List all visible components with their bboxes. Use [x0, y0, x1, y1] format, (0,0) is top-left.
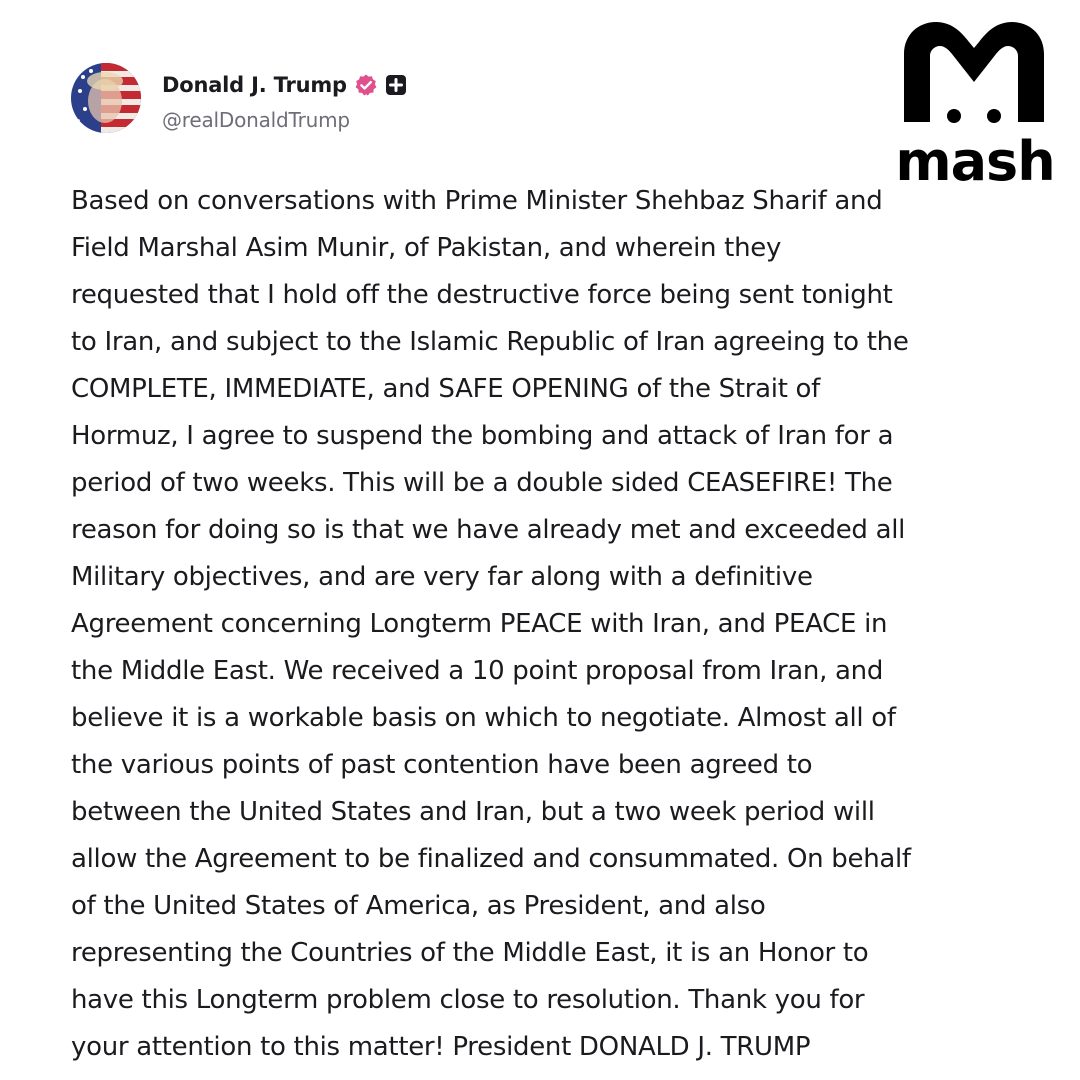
plus-badge-icon — [385, 74, 407, 96]
avatar[interactable] — [71, 63, 141, 133]
author-display-name[interactable]: Donald J. Trump — [162, 73, 347, 97]
post-text-line: Hormuz, I agree to suspend the bombing and attack of Iran for a — [71, 421, 894, 451]
mash-m-logo-icon — [892, 12, 1062, 192]
post-text-line: of the United States of America, as President, and also — [71, 891, 766, 921]
mash-wordmark: mash — [895, 130, 1055, 192]
post-text-line: your attention to this matter! President DONALD J. TRUMP — [71, 1032, 811, 1062]
post-text-line: reason for doing so is that we have already met and exceeded all — [71, 515, 906, 545]
post-text — [71, 178, 1021, 1071]
verified-check-icon — [354, 73, 378, 97]
post-text-line: requested that I hold off the destructive force being sent tonight — [71, 280, 893, 310]
post-text-line: have this Longterm problem close to resolution. Thank you for — [71, 985, 865, 1015]
post-text-line: representing the Countries of the Middle East, it is an Honor to — [71, 938, 869, 968]
post-text-line: to Iran, and subject to the Islamic Republic of Iran agreeing to the — [71, 327, 909, 357]
post-text-line: Military objectives, and are very far along with a definitive — [71, 562, 813, 592]
author-name-row — [162, 70, 407, 100]
post-text-line: COMPLETE, IMMEDIATE, and SAFE OPENING of the Strait of — [71, 374, 821, 404]
mash-watermark — [892, 12, 1062, 192]
post-text-line: the Middle East. We received a 10 point proposal from Iran, and — [71, 656, 884, 686]
post-text-line: believe it is a workable basis on which to negotiate. Almost all of — [71, 703, 896, 733]
post-text-line: allow the Agreement to be finalized and consummated. On behalf — [71, 844, 911, 874]
author-handle[interactable]: @realDonaldTrump — [162, 108, 350, 132]
post-text-line: Field Marshal Asim Munir, of Pakistan, and wherein they — [71, 233, 782, 263]
post-text-line: period of two weeks. This will be a double sided CEASEFIRE! The — [71, 468, 893, 498]
post-text-line: Based on conversations with Prime Minister Shehbaz Sharif and — [71, 186, 883, 216]
post-text-line: Agreement concerning Longterm PEACE with Iran, and PEACE in — [71, 609, 888, 639]
post-text-line: the various points of past contention have been agreed to — [71, 750, 813, 780]
avatar-image — [71, 63, 141, 133]
post-text-line: between the United States and Iran, but a two week period will — [71, 797, 875, 827]
